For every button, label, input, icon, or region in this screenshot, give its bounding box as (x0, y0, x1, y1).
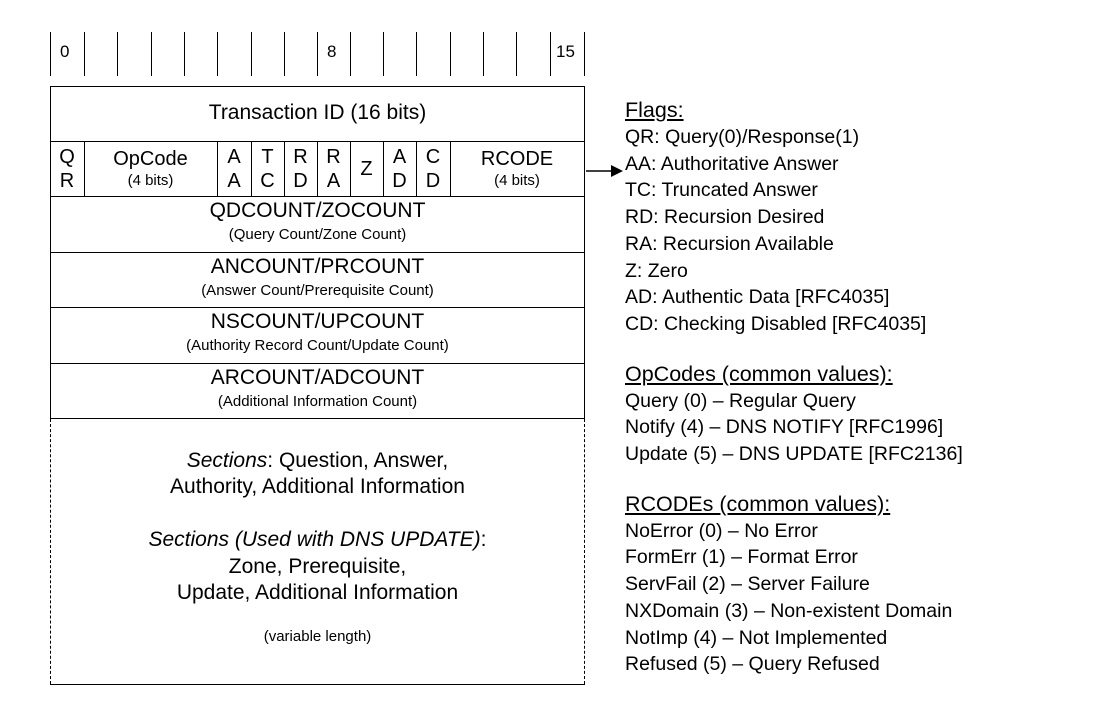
ruler-tick (416, 32, 417, 76)
flag-ad-bottom: D (392, 169, 407, 192)
ruler-tick (251, 32, 252, 76)
ruler-tick (217, 32, 218, 76)
flag-ra-bottom: A (326, 169, 341, 192)
flag-aa-bottom: A (227, 169, 241, 192)
arcount-name: ARCOUNT/ADCOUNT (210, 366, 425, 389)
flags-title: Flags: (625, 98, 684, 122)
legend-opcode-item: Query (0) – Regular Query (625, 389, 856, 412)
field-ancount (50, 255, 585, 300)
transaction-id-field: Transaction ID (16 bits) (208, 101, 427, 124)
ruler-tick (151, 32, 152, 76)
flag-tc (251, 141, 284, 196)
flag-qr (50, 141, 84, 196)
ruler-tick (184, 32, 185, 76)
legend-rcode-item: ServFail (2) – Server Failure (625, 573, 870, 596)
qdcount-name: QDCOUNT/ZOCOUNT (209, 199, 426, 222)
flag-qr-top: Q (59, 145, 75, 168)
legend-flag-item: AD: Authentic Data [RFC4035] (625, 286, 890, 309)
field-arcount (50, 366, 585, 411)
flag-rd-bottom: D (293, 169, 308, 192)
opcodes-title: OpCodes (common values): (625, 361, 893, 386)
sections-label-rest: : Question, Answer, (267, 449, 449, 472)
flag-ad (383, 141, 416, 196)
field-nscount (50, 310, 585, 355)
flag-qr-bottom: R (59, 169, 75, 192)
flag-cd-top: C (425, 145, 441, 168)
sections-label: Sections (186, 449, 268, 472)
field-opcode (84, 141, 217, 196)
ruler-tick (284, 32, 285, 76)
row-divider (50, 252, 585, 253)
legend-flag-item: RD: Recursion Desired (625, 206, 825, 229)
sections-line-2: Authority, Additional Information (170, 475, 465, 498)
field-qdcount (50, 199, 585, 244)
flag-aa (217, 141, 251, 196)
ruler-tick (450, 32, 451, 76)
ruler-label-0: 0 (60, 42, 70, 61)
legend-opcode-item: Update (5) – DNS UPDATE [RFC2136] (625, 443, 963, 466)
qdcount-desc: (Query Count/Zone Count) (228, 226, 407, 243)
ruler-tick (383, 32, 384, 76)
ancount-name: ANCOUNT/PRCOUNT (210, 255, 425, 278)
flag-aa-top: A (227, 145, 241, 168)
opcode-label: OpCode (113, 147, 188, 170)
sections-bottom-border (50, 684, 585, 685)
row-divider (50, 418, 585, 419)
nscount-desc: (Authority Record Count/Update Count) (186, 337, 449, 354)
flag-rd-top: R (293, 145, 308, 168)
flag-ra (317, 141, 350, 196)
flag-ad-top: A (392, 145, 407, 168)
arrow-icon (584, 160, 624, 182)
row-divider (50, 196, 585, 197)
legend-flag-item: Z: Zero (625, 259, 688, 282)
field-rcode (450, 141, 584, 196)
row-divider (50, 86, 585, 87)
ancount-desc: (Answer Count/Prerequisite Count) (201, 282, 434, 299)
row-divider (50, 307, 585, 308)
sections-line-1 (50, 449, 585, 473)
ruler-tick (350, 32, 351, 76)
flag-rd (284, 141, 317, 196)
legend-rcode-item: NXDomain (3) – Non-existent Domain (625, 599, 953, 622)
rcode-label: RCODE (480, 147, 554, 170)
update-sections-line-2: Zone, Prerequisite, (228, 555, 407, 578)
legend-rcode-item: FormErr (1) – Format Error (625, 546, 858, 569)
variable-length-note: (variable length) (263, 628, 372, 645)
flag-tc-top: T (261, 145, 274, 168)
ruler-tick (550, 32, 551, 76)
update-sections-colon: : (480, 528, 487, 551)
rcode-bits: (4 bits) (494, 171, 540, 189)
ruler-tick (117, 32, 118, 76)
opcode-bits: (4 bits) (127, 171, 174, 189)
flag-cd-bottom: D (425, 169, 441, 192)
rcodes-title: RCODEs (common values): (625, 491, 891, 516)
ruler-tick (584, 32, 585, 76)
legend-rcode-item: Refused (5) – Query Refused (625, 653, 880, 676)
flag-ra-top: R (326, 145, 341, 168)
update-sections-label: Sections (Used with DNS UPDATE) (148, 528, 481, 551)
ruler-label-8: 8 (327, 42, 337, 61)
ruler-tick (483, 32, 484, 76)
legend-flag-item: AA: Authoritative Answer (625, 152, 839, 175)
nscount-name: NSCOUNT/UPCOUNT (210, 310, 425, 333)
ruler-label-15: 15 (556, 42, 575, 61)
legend-flag-item: RA: Recursion Available (625, 232, 834, 255)
update-sections-line-3: Update, Additional Information (176, 581, 459, 604)
arcount-desc: (Additional Information Count) (217, 393, 418, 410)
flag-cd (416, 141, 450, 196)
legend-flag-item: TC: Truncated Answer (625, 179, 818, 202)
ruler-tick (50, 32, 51, 76)
ruler-tick (317, 32, 318, 76)
update-sections-line-1 (50, 528, 585, 552)
legend (625, 96, 963, 678)
legend-flag-item: CD: Checking Disabled [RFC4035] (625, 312, 927, 335)
ruler-tick (516, 32, 517, 76)
legend-opcode-item: Notify (4) – DNS NOTIFY [RFC1996] (625, 416, 944, 439)
legend-rcode-item: NoError (0) – No Error (625, 519, 818, 542)
ruler-tick (84, 32, 85, 76)
legend-flag-item: QR: Query(0)/Response(1) (625, 126, 860, 148)
flag-z (350, 141, 383, 196)
row-divider (50, 363, 585, 364)
flag-z-label: Z (360, 157, 373, 180)
flag-tc-bottom: C (260, 169, 275, 192)
legend-rcode-item: NotImp (4) – Not Implemented (625, 626, 888, 649)
